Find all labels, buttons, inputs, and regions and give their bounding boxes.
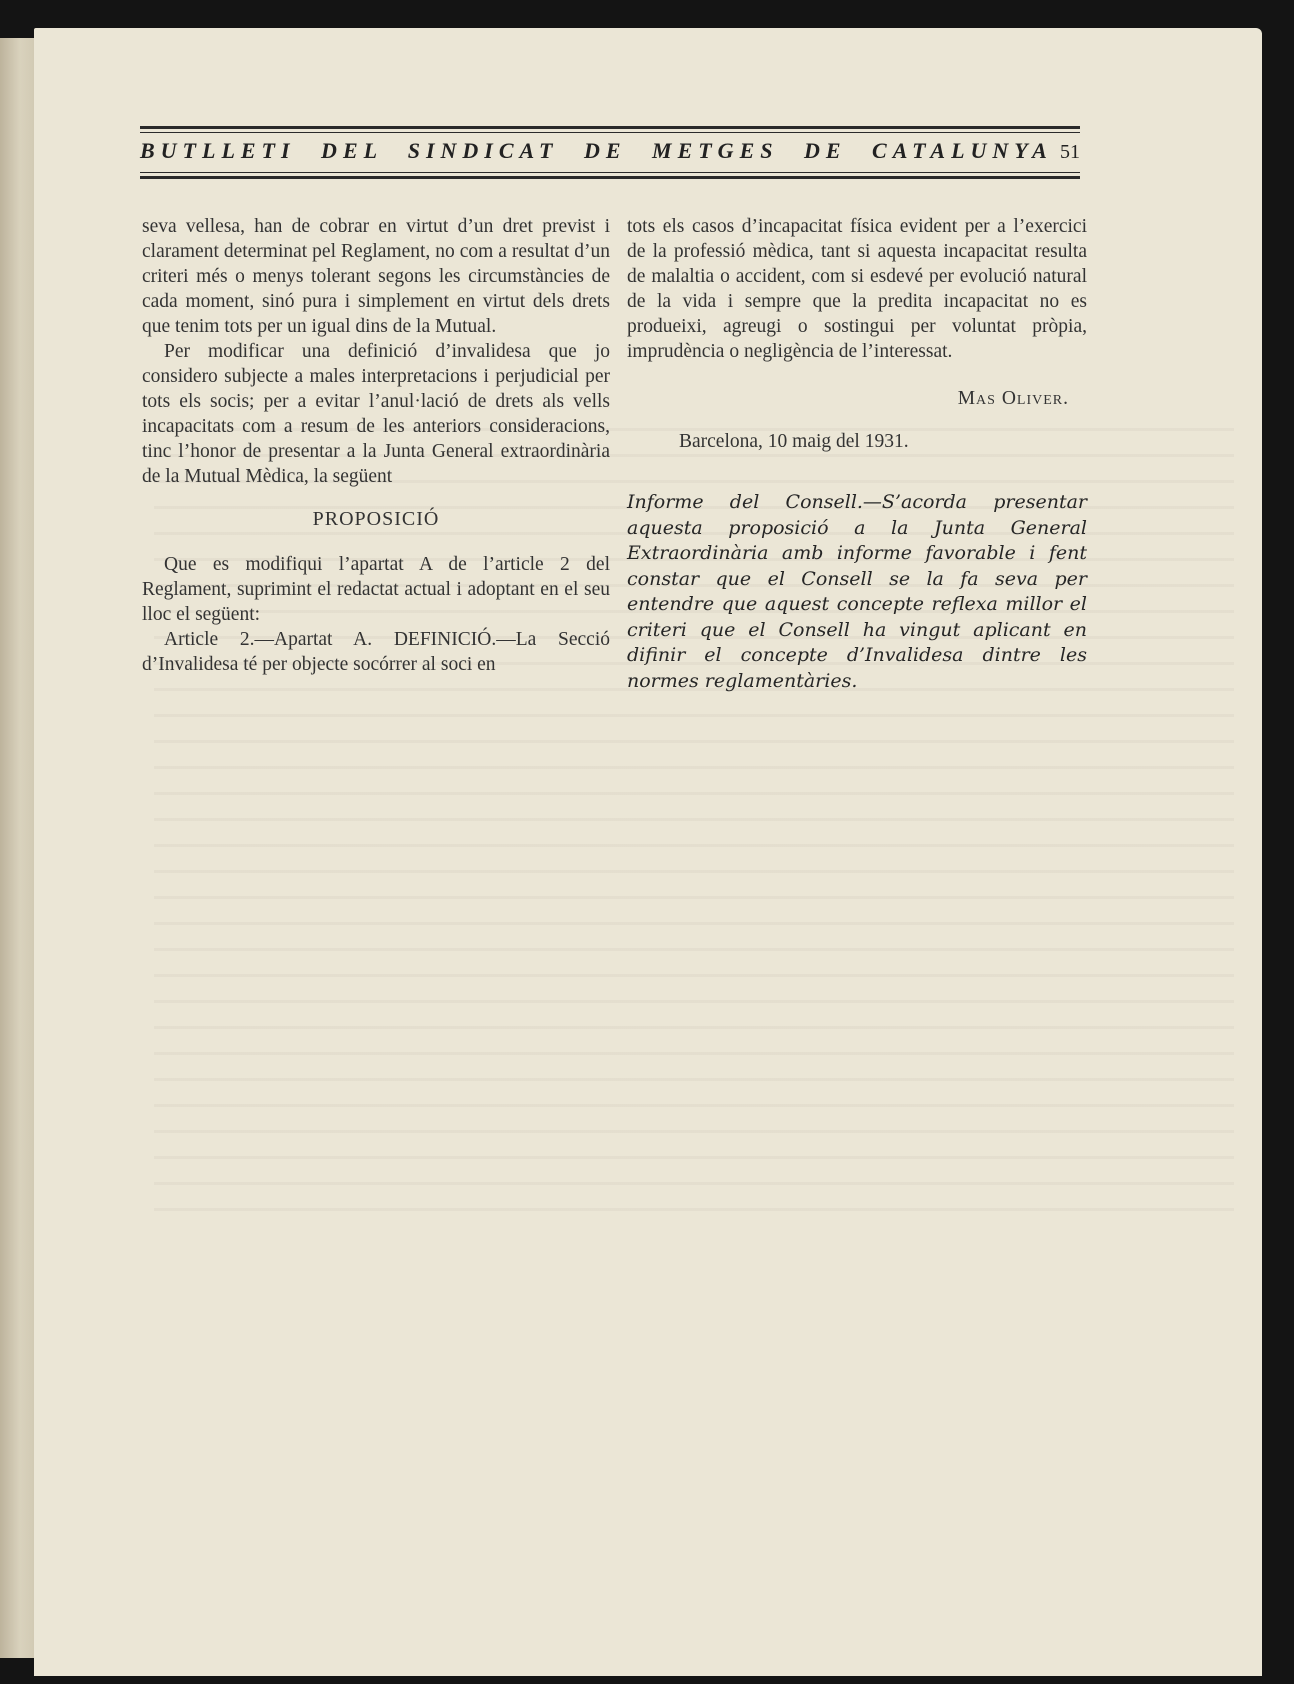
council-report: Informe del Consell.—S’acorda presentar aquesta proposició a la Junta General Extraordinària amb informe favorable i fent constar que el Consell se la fa seva per entendre que aquest concepte reflexa millor el criteri que el Consell ha vingut aplicant en difinir el concepte d’Invalidesa dintre les normes reglamentàries.: [627, 491, 1087, 692]
paragraph: Que es modifiqui l’apartat A de l’article 2 del Reglament, suprimint el redactat actual i adoptant en el seu lloc el següent:: [142, 554, 610, 625]
header-rule-top-thick: [140, 126, 1080, 129]
paragraph: Per modificar una definició d’invalidesa que jo considero subjecte a males interpretacions i perjudicial per tots els socis; per a evitar l’anul·lació de drets als vells incapacitats com a resum de les anteriors consideracions, tinc l’honor de presentar a la Junta General extraordinària de la Mutual Mèdica, la següent: [142, 341, 610, 487]
journal-title: BUTLLETI DEL SINDICAT DE METGES DE CATALUNYA: [140, 138, 1053, 163]
section-heading: PROPOSICIÓ: [312, 508, 440, 530]
page-number: 51: [1060, 141, 1080, 163]
right-column: [627, 214, 1087, 694]
running-header: [140, 138, 1080, 168]
paragraph: seva vellesa, han de cobrar en virtut d’un dret previst i clarament determinat pel Reglament, no com a resultat d’un criteri més o menys tolerant segons les circumstàncies de cada moment, sinó pura i simplement en virtut dels drets que tenim tots per un igual dins de la Mutual.: [142, 216, 610, 337]
header-rule-top-thin: [140, 132, 1080, 133]
dateline: Barcelona, 10 maig del 1931.: [679, 431, 909, 452]
signature: Mas Oliver.: [957, 388, 1069, 409]
paragraph: tots els casos d’incapacitat física evident per a l’exercici de la professió mèdica, tant si aquesta incapacitat resulta de malaltia o accident, com si esdevé per evolució natural de la vida i sempre que la predita incapacitat no es produeixi, agreugi o sostingui per voluntat pròpia, imprudència o negligència de l’interessat.: [627, 216, 1087, 362]
header-rule-bottom-thin: [140, 172, 1080, 173]
header-rule-bottom-thick: [140, 176, 1080, 179]
left-column: [142, 214, 610, 677]
paragraph: Article 2.—Apartat A. DEFINICIÓ.—La Secció d’Invalidesa té per objecte socórrer al soci en: [142, 629, 610, 675]
